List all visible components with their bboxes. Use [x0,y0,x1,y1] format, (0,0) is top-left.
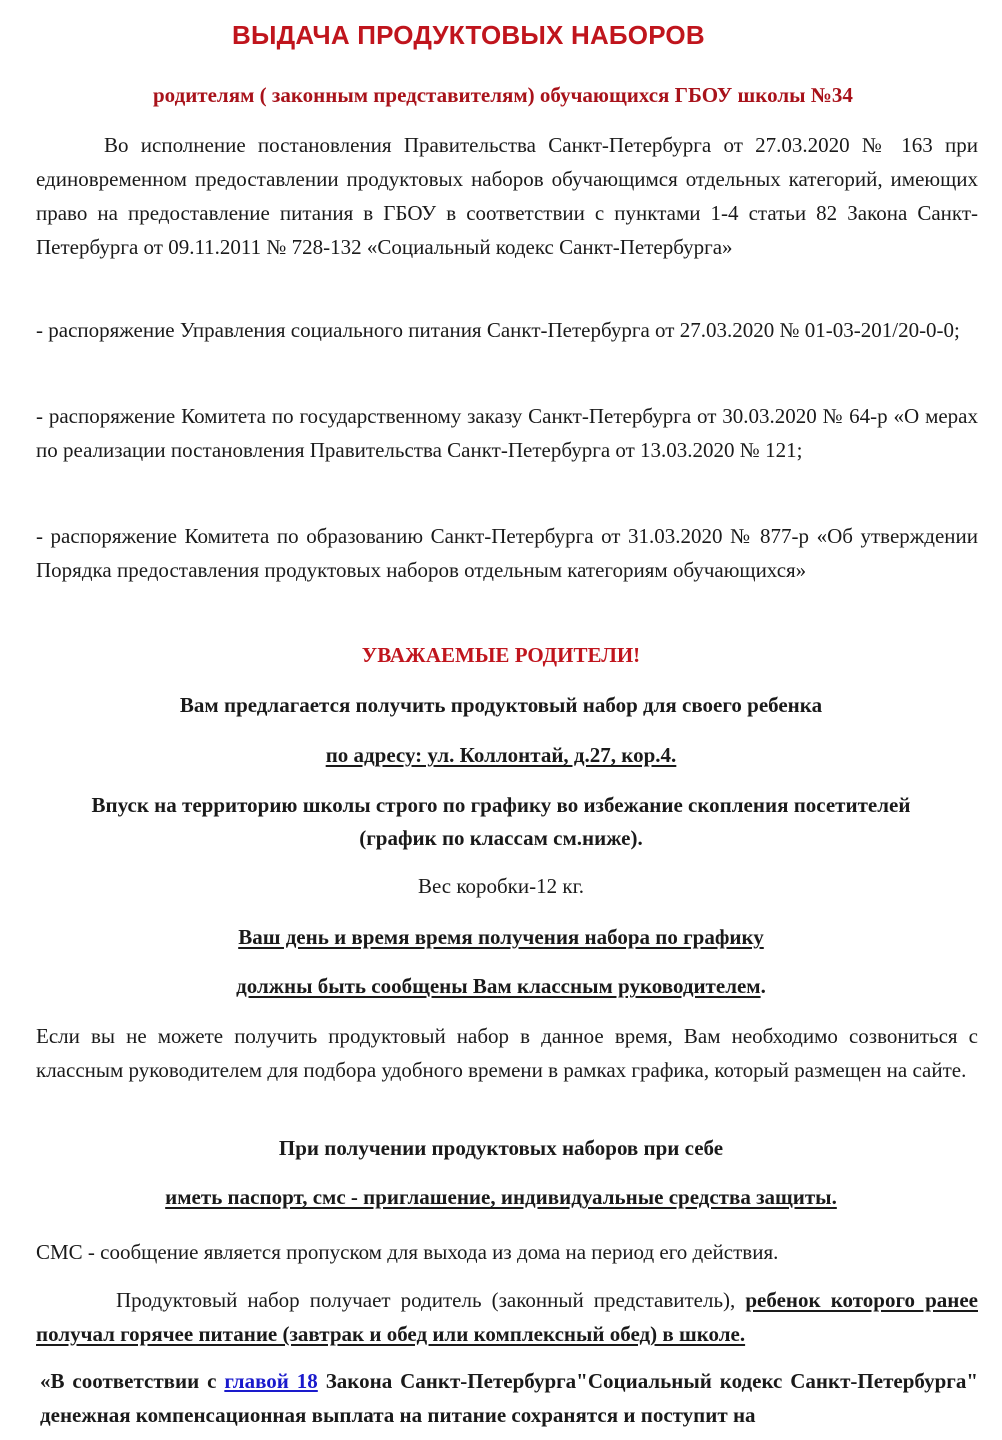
box-weight: Вес коробки-12 кг. [417,874,585,898]
schedule-line-2-end: . [760,974,766,998]
entry-line-2: (график по классам см.ниже). [359,826,643,850]
greeting-heading: УВАЖАЕМЫЕ РОДИТЕЛИ! [361,643,641,667]
order-item-3: - распоряжение Комитета по образованию Санкт-Петербурга от 31.03.2020 № 877-р «Об утверждении Порядка предоставления продуктовых наборов отдельным категориям обучающихся» [36,524,978,582]
schedule-line-1 [0,925,1002,950]
intro-paragraph: Во исполнение постановления Правительства Санкт-Петербурга от 27.03.2020 № 163 при единовременном предоставлении продуктовых наборов обучающимся отдельных категорий, имеющих право на предоставление питания в ГБОУ в соответствии с пунктами 1-4 статьи 82 Закона Санкт-Петербурга от 09.11.2011 № 728-132 «Социальный кодекс Санкт-Петербурга» [36,133,978,259]
chapter-18-link[interactable]: главой 18 [224,1369,318,1393]
schedule-line-2 [0,974,1002,999]
address-text [0,743,1002,768]
order-item-1: - распоряжение Управления социального питания Санкт-Петербурга от 27.03.2020 № 01-03-201/20-0-0; [36,318,960,342]
compensation-rest: Закона Санкт-Петербурга"Социальный кодекс Санкт-Петербурга" денежная компенсационная выплата на питание сохранятся и поступит на [40,1369,978,1427]
offer-text: Вам предлагается получить продуктовый набор для своего ребенка [179,693,823,717]
bring-line-2-text: иметь паспорт, смс - приглашение, индивидуальные средства защиты. [165,1185,837,1209]
document-subtitle: родителям ( законным представителям) обучающихся ГБОУ школы №34 [153,83,853,107]
bring-line-1: При получении продуктовых наборов при себе [278,1136,724,1160]
bring-line-2 [0,1185,1002,1210]
recipient-paragraph [36,1283,978,1351]
recipient-bold: ребенок которого ранее получал горячее питание (завтрак и обед или комплексный обед) в школе. [36,1288,978,1346]
document-title: ВЫДАЧА ПРОДУКТОВЫХ НАБОРОВ [232,20,705,50]
sms-note: СМС - сообщение является пропуском для выхода из дома на период его действия. [36,1240,779,1264]
schedule-line-2-text: должны быть сообщены Вам классным руководителем [236,974,761,998]
schedule-line-1-text: Ваш день и время время получения набора по графику [238,925,764,949]
order-item-2: - распоряжение Комитета по государственному заказу Санкт-Петербурга от 30.03.2020 № 64-р «О мерах по реализации постановления Правительства Санкт-Петербурга от 13.03.2020 № 121; [36,404,978,462]
compensation-paragraph [40,1364,978,1432]
compensation-start: «В соответствии с [40,1369,225,1393]
cannot-come-paragraph: Если вы не можете получить продуктовый набор в данное время, Вам необходимо созвониться с классным руководителем для подбора удобного времени в рамках графика, который размещен на сайте. [36,1024,978,1082]
address-value: по адресу: ул. Коллонтай, д.27, кор.4. [325,743,677,767]
recipient-plain: Продуктовый набор получает родитель (законный представитель), [116,1288,746,1312]
entry-line-1: Впуск на территорию школы строго по графику во избежание скопления посетителей [91,793,911,817]
